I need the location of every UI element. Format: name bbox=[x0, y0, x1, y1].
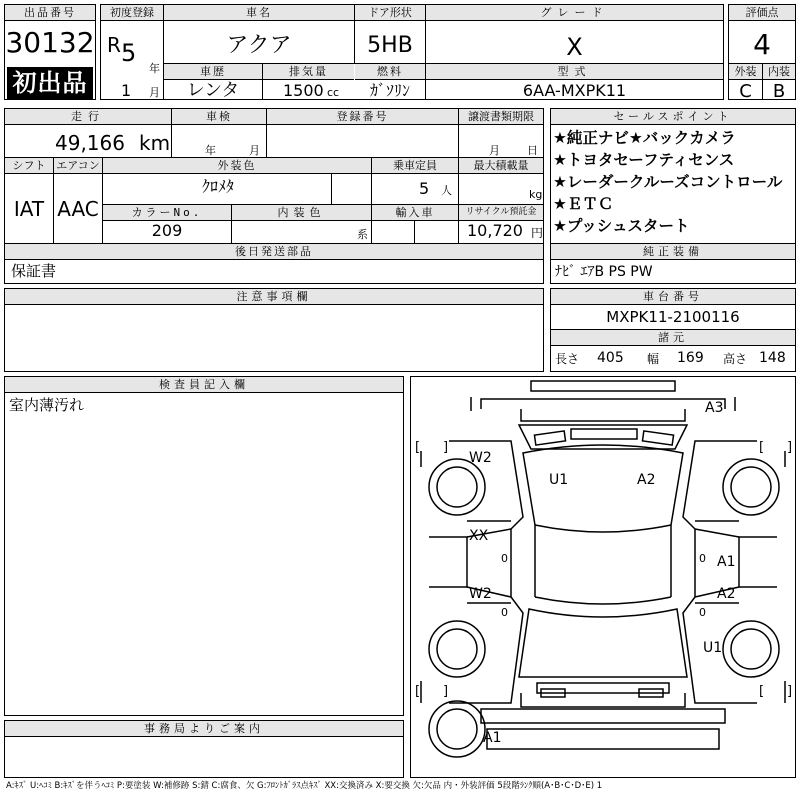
length-label: 長さ bbox=[555, 352, 580, 366]
bracket-mark: ] bbox=[787, 684, 793, 699]
length-value: 405 bbox=[597, 350, 624, 366]
chassis-box bbox=[550, 288, 796, 372]
car-diagram-box bbox=[410, 376, 796, 778]
score-box bbox=[728, 4, 796, 100]
score-value: 4 bbox=[753, 28, 771, 61]
mark-u1-rear: U1 bbox=[703, 640, 723, 656]
mark-a1-bottom: A1 bbox=[483, 730, 502, 746]
later-parts-value: 保証書 bbox=[11, 262, 57, 280]
sales-point-line: ★ＥＴＣ bbox=[553, 195, 614, 213]
interior-color-suffix: 系 bbox=[357, 228, 368, 241]
bracket-mark: ] bbox=[443, 684, 449, 699]
height-label: 高さ bbox=[723, 352, 748, 366]
transfer-day-unit: 日 bbox=[527, 144, 538, 157]
bracket-mark: ] bbox=[787, 440, 793, 455]
zero-mark: 0 bbox=[699, 552, 706, 565]
plate-label: 登録番号 bbox=[267, 109, 458, 125]
bracket-mark: [ bbox=[759, 684, 765, 699]
zero-mark: 0 bbox=[501, 606, 508, 619]
mark-a2-front: A2 bbox=[637, 472, 656, 488]
color-code: 209 bbox=[151, 221, 183, 240]
grade: X bbox=[566, 33, 583, 61]
fuel-label: 燃料 bbox=[355, 64, 425, 80]
specs-box bbox=[4, 108, 544, 284]
sales-point-line: ★レーダークルーズコントロール bbox=[553, 173, 783, 191]
shift-label: シフト bbox=[5, 158, 53, 174]
load-unit: kg bbox=[529, 188, 543, 201]
interior-score: B bbox=[772, 81, 786, 102]
recycle-label: リサイクル預託金 bbox=[459, 205, 543, 221]
displacement-unit: cc bbox=[327, 86, 340, 99]
sales-points-label: セールスポイント bbox=[551, 109, 795, 125]
registration-month-unit: 月 bbox=[149, 86, 160, 99]
bracket-mark: [ bbox=[415, 440, 421, 455]
inspection-label: 車検 bbox=[172, 109, 266, 125]
inspector-box bbox=[4, 376, 404, 716]
bracket-mark: [ bbox=[759, 440, 765, 455]
office-box bbox=[4, 720, 404, 778]
car-diagram bbox=[411, 377, 795, 777]
inspection-year-unit: 年 bbox=[205, 144, 216, 157]
grade-label: グレード bbox=[426, 5, 723, 21]
recycle-value: 10,720 bbox=[467, 221, 523, 240]
mark-u1-front: U1 bbox=[549, 472, 569, 488]
inspector-text: 室内薄汚れ bbox=[9, 396, 85, 414]
legend: A:ｷｽﾞ U:ﾍｺﾐ B:ｷｽﾞを伴うﾍｺﾐ P:要塗装 W:補修跡 S:錆 C:腐食、欠 G:ﾌﾛﾝﾄｶﾞﾗｽ点ｷｽﾞ XX:交換済み X:要交換 欠:欠品 内・外装評価 5段階ﾗﾝｸ順(A･B･C･D･E) 1 bbox=[6, 781, 603, 791]
bracket-mark: [ bbox=[415, 684, 421, 699]
recycle-unit: 円 bbox=[531, 226, 544, 240]
registration-label: 初度登録 bbox=[101, 5, 163, 21]
sales-point-line: ★トヨタセーフティセンス bbox=[553, 151, 735, 169]
office-label: 事務局よりご案内 bbox=[5, 721, 403, 737]
displacement: 1500 bbox=[283, 81, 324, 100]
first-listing-badge: 初出品 bbox=[7, 67, 93, 99]
zero-mark: 0 bbox=[699, 606, 706, 619]
history-label: 車歴 bbox=[164, 64, 262, 80]
notes-label: 注意事項欄 bbox=[5, 289, 543, 305]
equipment-value: ﾅﾋﾞ ｴｱB PS PW bbox=[555, 264, 653, 280]
registration-year-unit: 年 bbox=[149, 62, 160, 75]
lot-number: 30132 bbox=[5, 26, 95, 59]
later-parts-label: 後日発送部品 bbox=[5, 244, 543, 260]
zero-mark: 0 bbox=[501, 552, 508, 565]
inspector-label: 検査員記入欄 bbox=[5, 377, 403, 393]
displacement-label: 排気量 bbox=[263, 64, 354, 80]
dimensions-label: 諸元 bbox=[551, 330, 795, 346]
door-type: 5HB bbox=[367, 33, 413, 58]
notes-box bbox=[4, 288, 544, 372]
interior-color-label: 内装色 bbox=[232, 205, 371, 221]
mark-a3: A3 bbox=[705, 400, 724, 416]
score-label: 評価点 bbox=[729, 5, 795, 21]
exterior-score: C bbox=[739, 81, 752, 102]
capacity-label: 乗車定員 bbox=[372, 158, 458, 174]
sales-point-line: ★純正ナビ★バックカメラ bbox=[553, 129, 736, 147]
mileage-unit: km bbox=[139, 131, 171, 155]
mark-xx: XX bbox=[469, 528, 489, 544]
import-label: 輸入車 bbox=[372, 205, 458, 221]
mileage-label: 走行 bbox=[5, 109, 171, 125]
inspection-month-unit: 月 bbox=[249, 144, 260, 157]
sales-point-line: ★プッシュスタート bbox=[553, 217, 690, 235]
sales-points-box bbox=[550, 108, 796, 284]
capacity-value: 5 bbox=[419, 179, 430, 198]
mark-a1-right: A1 bbox=[717, 554, 736, 570]
capacity-unit: 人 bbox=[441, 184, 452, 197]
aircon-label: エアコン bbox=[54, 158, 102, 174]
mark-a2-right: A2 bbox=[717, 586, 736, 602]
car-name-label: 車名 bbox=[164, 5, 354, 21]
interior-label: 内装 bbox=[763, 64, 795, 80]
load-label: 最大積載量 bbox=[459, 158, 543, 174]
chassis-label: 車台番号 bbox=[551, 289, 795, 305]
registration-month: 1 bbox=[121, 81, 132, 100]
exterior-label: 外装 bbox=[729, 64, 762, 80]
width-label: 幅 bbox=[647, 352, 660, 366]
color-code-label: カラーNo. bbox=[103, 205, 231, 221]
registration-era: R bbox=[107, 33, 121, 57]
car-history: レンタ bbox=[186, 80, 240, 101]
vehicle-header-box bbox=[100, 4, 724, 100]
model-label: 型式 bbox=[426, 64, 723, 80]
equipment-label: 純正装備 bbox=[551, 244, 795, 260]
car-name: アクア bbox=[226, 33, 292, 58]
width-value: 169 bbox=[677, 350, 704, 366]
shift-value: IAT bbox=[13, 197, 45, 221]
mark-w2-front: W2 bbox=[469, 450, 492, 466]
chassis-number: MXPK11-2100116 bbox=[606, 308, 740, 326]
registration-year: 5 bbox=[121, 39, 137, 67]
color-value: ｸﾛﾒﾀ bbox=[201, 177, 234, 196]
height-value: 148 bbox=[759, 350, 786, 366]
mark-w2-left: W2 bbox=[469, 586, 492, 602]
lot-number-box bbox=[4, 4, 96, 100]
lot-number-label: 出品番号 bbox=[5, 5, 95, 21]
fuel: ｶﾞｿﾘﾝ bbox=[369, 81, 410, 100]
mileage-value: 49,166 bbox=[55, 131, 125, 155]
model: 6AA-MXPK11 bbox=[522, 81, 627, 100]
bracket-mark: ] bbox=[443, 440, 449, 455]
transfer-month-unit: 月 bbox=[489, 144, 500, 157]
color-label: 外装色 bbox=[103, 158, 371, 174]
door-label: ドア形状 bbox=[355, 5, 425, 21]
aircon-value: AAC bbox=[57, 197, 99, 221]
transfer-label: 譲渡書類期限 bbox=[459, 109, 543, 125]
